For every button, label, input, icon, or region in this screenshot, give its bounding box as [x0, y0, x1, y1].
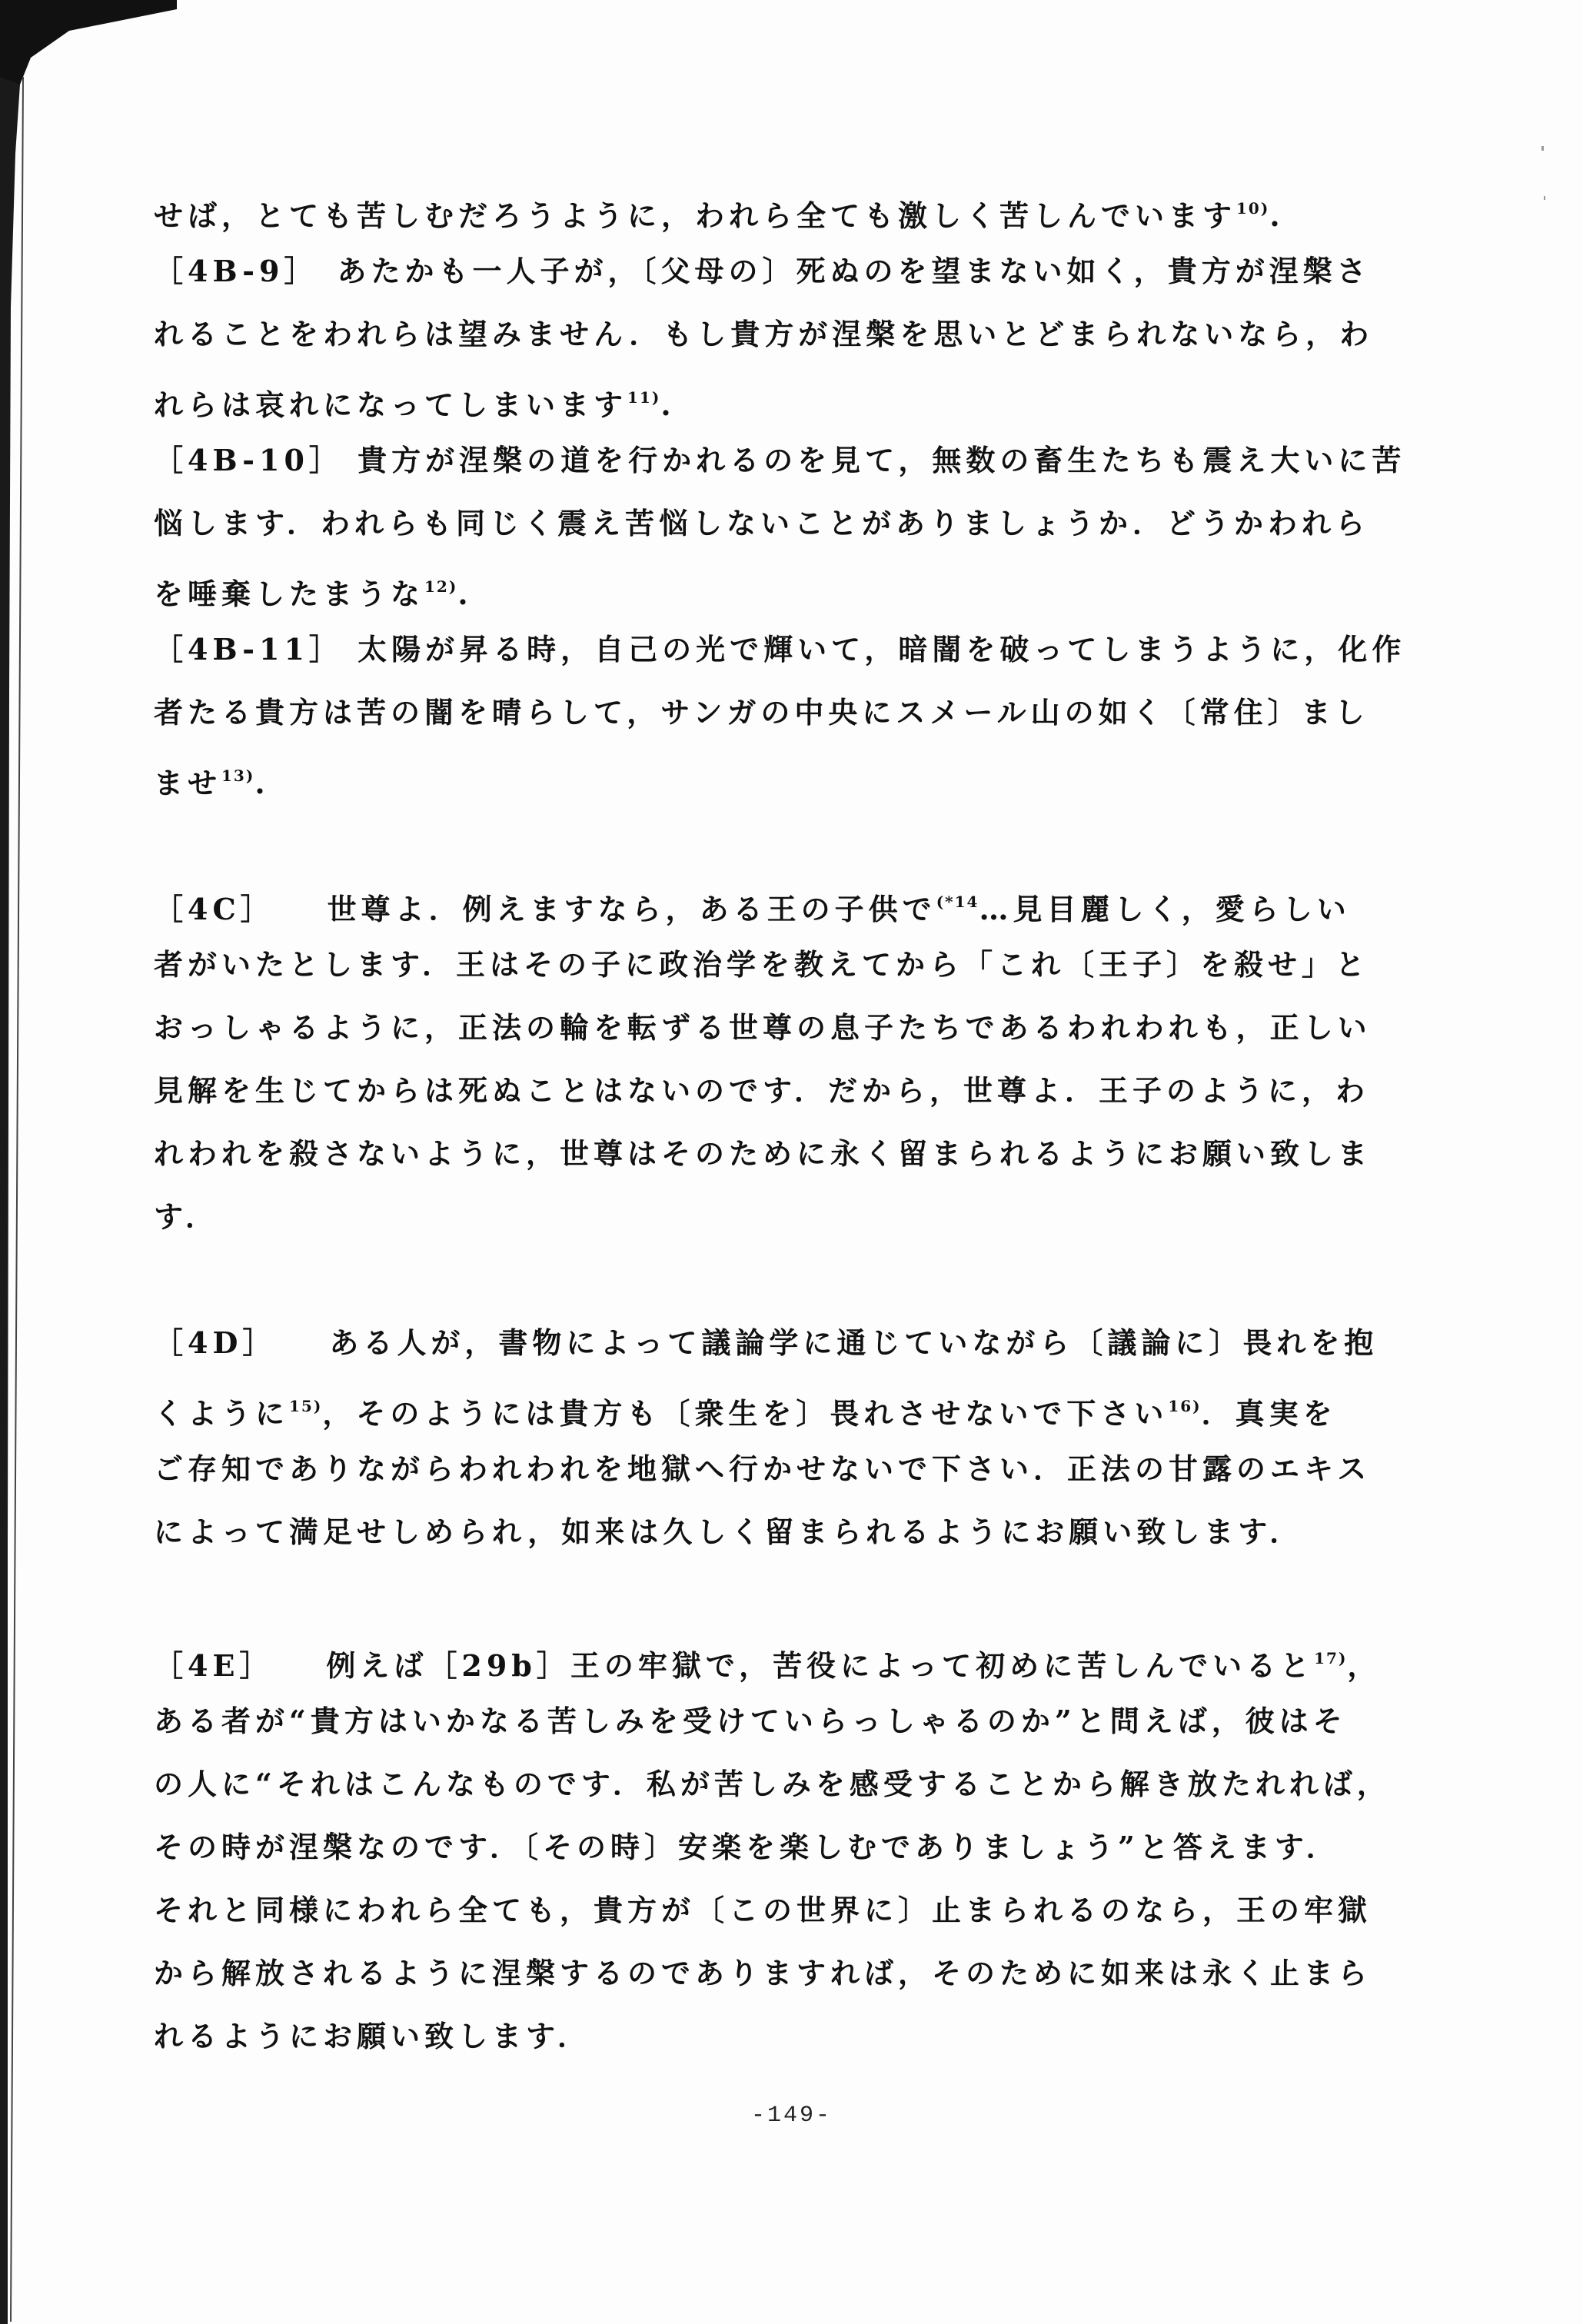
line-text: . — [1269, 198, 1285, 233]
paragraph-gap — [154, 1564, 1353, 1627]
text-line — [154, 492, 1369, 555]
text-line — [154, 870, 1353, 933]
text-line — [154, 1753, 1391, 1816]
text-line — [154, 240, 1371, 303]
footnote-ref: 12) — [424, 577, 458, 596]
line-text: 者たる貴方は苦の闇を晴らして，サンガの中央にスメール山の如く〔常住〕まし — [154, 695, 1369, 730]
text-line — [154, 177, 1353, 240]
line-text: れらは哀れになってしまいます — [154, 387, 628, 422]
line-text: ［4E］ 例えば［29b］王の牢獄で，苦役によって初めに苦しんでいると — [154, 1648, 1315, 1683]
text-line — [154, 366, 1353, 429]
line-text: ませ — [154, 766, 222, 800]
line-text: 悩します．われらも同じく震え苦悩しないことがありましょうか．どうかわれら — [154, 506, 1369, 540]
line-text: れることをわれらは望みません．もし貴方が涅槃を思いとどまられないなら，わ — [154, 317, 1374, 351]
footnote-ref: 15) — [289, 1397, 323, 1415]
text-line — [154, 1438, 1372, 1501]
line-text: を唾棄したまうな — [154, 577, 425, 611]
line-text: れわれを殺さないように，世尊はそのために永く留まられるようにお願い致しま — [154, 1136, 1372, 1171]
line-text: ある者が“貴方はいかなる苦しみを受けていらっしゃるのか”と問えば，彼はそ — [154, 1704, 1347, 1738]
line-text: ［4B-9］ あたかも一人子が，〔父母の〕死ぬのを望まない如く，貴方が涅槃さ — [154, 254, 1371, 288]
text-line — [154, 681, 1369, 744]
line-text: ．真実を — [1201, 1396, 1337, 1431]
footnote-ref: 17) — [1314, 1649, 1348, 1667]
text-line — [154, 618, 1406, 681]
text-line — [154, 429, 1406, 492]
line-text: ［4D］ ある人が，書物によって議論学に通じていながら〔議論に〕畏れを抱 — [154, 1325, 1378, 1360]
line-text: . — [660, 387, 676, 422]
line-text: す． — [154, 1199, 219, 1234]
line-text: . — [457, 577, 473, 611]
paragraph-gap — [154, 1248, 1353, 1312]
scan-speck — [1544, 196, 1545, 200]
text-line — [154, 303, 1374, 366]
line-text: 見解を生じてからは死ぬことはないのです．だから，世尊よ．王子のように，わ — [154, 1073, 1369, 1108]
scan-speck — [1541, 146, 1544, 151]
line-text: …見目麗しく，愛らしい — [979, 892, 1351, 926]
paragraph-gap — [154, 807, 1353, 870]
footnote-ref: 11) — [627, 388, 661, 407]
line-text: それと同様にわれら全ても，貴方が〔この世界に〕止まられるのなら，王の牢獄 — [154, 1893, 1372, 1927]
line-text: おっしゃるように，正法の輪を転ずる世尊の息子たちであるわれわれも，正しい — [154, 1010, 1372, 1045]
line-text: その時が涅槃なのです．〔その時〕安楽を楽しむでありましょう”と答えます． — [154, 1830, 1340, 1864]
line-text: ［4B-10］ 貴方が涅槃の道を行かれるのを見て，無数の畜生たちも震え大いに苦 — [154, 443, 1406, 477]
footnote-ref: (*14 — [936, 893, 979, 911]
text-line — [154, 2005, 1353, 2068]
body-text — [154, 177, 1406, 2068]
footnote-ref: 13) — [221, 766, 255, 785]
line-text: くように — [154, 1396, 290, 1431]
text-line — [154, 996, 1372, 1059]
footnote-ref: 16) — [1168, 1397, 1202, 1415]
text-line — [154, 1627, 1382, 1690]
text-line — [154, 1185, 1353, 1248]
line-text: ［4B-11］ 太陽が昇る時，自己の光で輝いて，暗闇を破ってしまうように，化作 — [154, 632, 1406, 667]
scan-binding-edge — [0, 0, 177, 2324]
text-line — [154, 1375, 1353, 1438]
text-line — [154, 1879, 1372, 1942]
text-line — [154, 1312, 1378, 1375]
line-text: ，そのようには貴方も〔衆生を〕畏れさせないで下さい — [322, 1396, 1169, 1431]
line-text: . — [254, 766, 270, 800]
text-line — [154, 1816, 1353, 1879]
text-line — [154, 1059, 1369, 1122]
page-number: -149- — [750, 2103, 832, 2129]
line-text: 者がいたとします．王はその子に政治学を教えてから「これ〔王子〕を殺せ」と — [154, 947, 1369, 982]
line-text: せば，とても苦しむだろうように，われら全ても激しく苦しんでいます — [154, 198, 1237, 233]
text-line — [154, 933, 1369, 996]
text-line — [154, 1122, 1372, 1185]
line-text: ， — [1347, 1648, 1382, 1683]
line-text: から解放されるように涅槃するのでありますれば，そのために如来は永く止まら — [154, 1956, 1372, 1990]
line-text: ご存知でありながらわれわれを地獄へ行かせないで下さい．正法の甘露のエキス — [154, 1451, 1372, 1486]
text-line — [154, 555, 1353, 618]
line-text: の人に“それはこんなものです．私が苦しみを感受することから解き放たれれば， — [154, 1767, 1391, 1801]
line-text: によって満足せしめられ，如来は久しく留まられるようにお願い致します． — [154, 1514, 1304, 1549]
text-line — [154, 1690, 1353, 1753]
line-text: れるようにお願い致します． — [154, 2019, 591, 2053]
text-line — [154, 1942, 1372, 2005]
line-text: ［4C］ 世尊よ．例えますなら，ある王の子供で — [154, 892, 936, 926]
text-line — [154, 1501, 1353, 1564]
text-line — [154, 744, 1353, 807]
footnote-ref: 10) — [1236, 199, 1270, 218]
